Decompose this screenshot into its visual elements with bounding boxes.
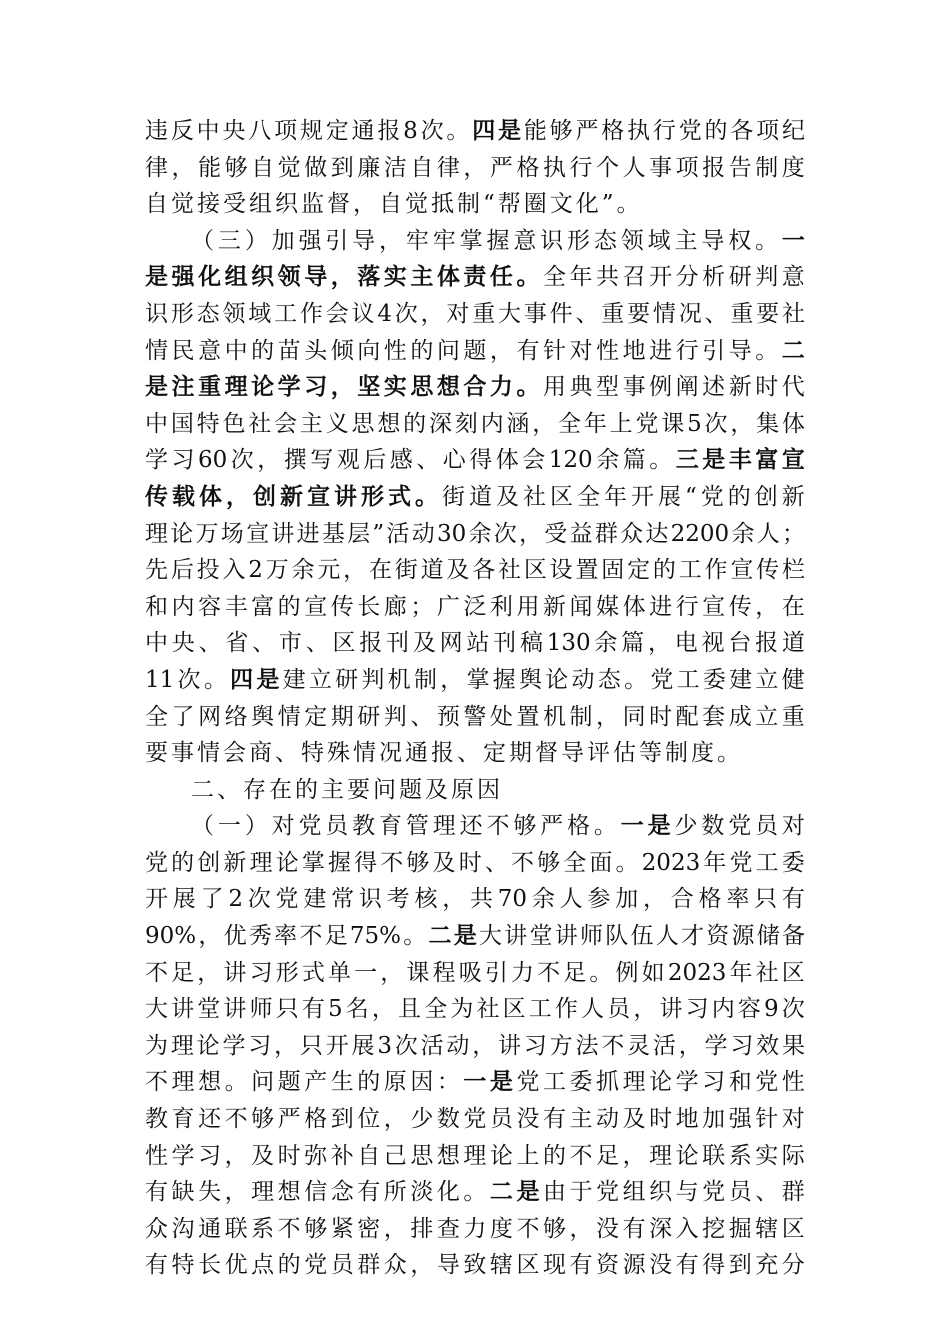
text-line: 中 央 、 省 、 市 、 区 报 刊 及 网 站 刊 稿 130 余 篇 ， 电 视 台 报 道 xyxy=(145,630,805,657)
text-line: 90% ， 优 秀 率 不 足 75% 。 二 是 大 讲 堂 讲 师 队 伍 人 才 资 源 储 备 xyxy=(145,923,805,950)
text-segment: 要事情会商、特殊情况通报、定期督导评估等制度。 xyxy=(145,740,743,767)
text-line: 中 国 特 色 社 会 主 义 思 想 的 深 刻 内 涵 ， 全 年 上 党 课 5 次 ， 集 体 xyxy=(145,410,805,437)
text-segment: 二、存在的主要问题及原因 xyxy=(191,776,503,803)
text-line: 全 了 网 络 舆 情 定 期 研 判 、 预 警 处 置 机 制 ， 同 时 配 套 成 立 重 xyxy=(145,703,805,730)
text-line xyxy=(145,186,805,223)
text-line: 识 形 态 领 域 工 作 会 议 4 次 ， 对 重 大 事 件 、 重 要 情 况 、 重 要 社 xyxy=(145,300,805,327)
text-line: 党 的 创 新 理 论 掌 握 得 不 够 及 时 、 不 够 全 面 。 2023 年 党 工 委 xyxy=(145,849,805,876)
section-heading xyxy=(145,772,805,809)
text-line: 不 理 想 。 问 题 产 生 的 原 因 ： 一 是 党 工 委 抓 理 论 学 习 和 党 性 xyxy=(145,1069,805,1096)
text-line: 众 沟 通 联 系 不 够 紧 密 ， 排 查 力 度 不 够 ， 没 有 深 入 挖 掘 辖 区 xyxy=(145,1215,805,1242)
text-line: 是 注 重 理 论 学 习 ， 坚 实 思 想 合 力 。 用 典 型 事 例 阐 述 新 时 代 xyxy=(145,374,805,401)
text-line: 先 后 投 入 2 万 余 元 ， 在 街 道 及 各 社 区 设 置 固 定 的 工 作 宣 传 栏 xyxy=(145,557,805,584)
text-line: 情 民 意 中 的 苗 头 倾 向 性 的 问 题 ， 有 针 对 性 地 进 行 引 导 。 二 xyxy=(145,337,805,364)
text-line: 开 展 了 2 次 党 建 常 识 考 核 ， 共 70 余 人 参 加 ， 合 格 率 只 有 xyxy=(145,886,805,913)
text-line: 有 特 长 优 点 的 党 员 群 众 ， 导 致 辖 区 现 有 资 源 没 有 得 到 充 分 xyxy=(145,1252,805,1279)
text-line: 学 习 60 次 ， 撰 写 观 后 感 、 心 得 体 会 120 余 篇 。 三 是 丰 富 宣 xyxy=(145,447,805,474)
text-line: 为 理 论 学 习 ， 只 开 展 3 次 活 动 ， 讲 习 方 法 不 灵 活 ， 学 习 效 果 xyxy=(145,1032,805,1059)
text-line: 和 内 容 丰 富 的 宣 传 长 廊 ； 广 泛 利 用 新 闻 媒 体 进 行 宣 传 ， 在 xyxy=(145,593,805,620)
text-line: 不 足 ， 讲 习 形 式 单 一 ， 课 程 吸 引 力 不 足 。 例 如 2023 年 社 区 xyxy=(145,959,805,986)
text-line: 教 育 还 不 够 严 格 到 位 ， 少 数 党 员 没 有 主 动 及 时 地 加 强 针 对 xyxy=(145,1106,805,1133)
text-line: 大 讲 堂 讲 师 只 有 5 名 ， 且 全 为 社 区 工 作 人 员 ， 讲 习 内 容 9 次 xyxy=(145,996,805,1023)
text-line: 11 次 。 四 是 建 立 研 判 机 制 ， 掌 握 舆 论 动 态 。 党 工 委 建 立 健 xyxy=(145,666,805,693)
text-line: 是 强 化 组 织 领 导 ， 落 实 主 体 责 任 。 全 年 共 召 开 分 析 研 判 意 xyxy=(145,264,805,291)
text-line: 性 学 习 ， 及 时 弥 补 自 己 思 想 理 论 上 的 不 足 ， 理 论 联 系 实 际 xyxy=(145,1142,805,1169)
text-line: 违 反 中 央 八 项 规 定 通 报 8 次 。 四 是 能 够 严 格 执 行 党 的 各 项 纪 xyxy=(145,118,805,144)
text-line: 传 载 体 ， 创 新 宣 讲 形 式 。 街 道 及 社 区 全 年 开 展 “ 党 的 创 新 xyxy=(145,483,805,510)
text-line xyxy=(145,735,805,772)
text-line: （ 三 ） 加 强 引 导 ， 牢 牢 掌 握 意 识 形 态 领 域 主 导 权 。 一 xyxy=(191,227,805,254)
text-line: （ 一 ） 对 党 员 教 育 管 理 还 不 够 严 格 。 一 是 少 数 党 员 对 xyxy=(191,813,805,840)
text-line: 律 ， 能 够 自 觉 做 到 廉 洁 自 律 ， 严 格 执 行 个 人 事 项 报 告 制 度 xyxy=(145,154,805,181)
text-segment: 自觉接受组织监督，自觉抵制“帮圈文化”。 xyxy=(145,191,643,218)
document-page xyxy=(145,113,805,1284)
text-line: 理 论 万 场 宣 讲 进 基 层 ” 活 动 30 余 次 ， 受 益 群 众 达 2200 余 人 ； xyxy=(145,520,805,547)
text-line: 有 缺 失 ， 理 想 信 念 有 所 淡 化 。 二 是 由 于 党 组 织 与 党 员 、 群 xyxy=(145,1179,805,1206)
